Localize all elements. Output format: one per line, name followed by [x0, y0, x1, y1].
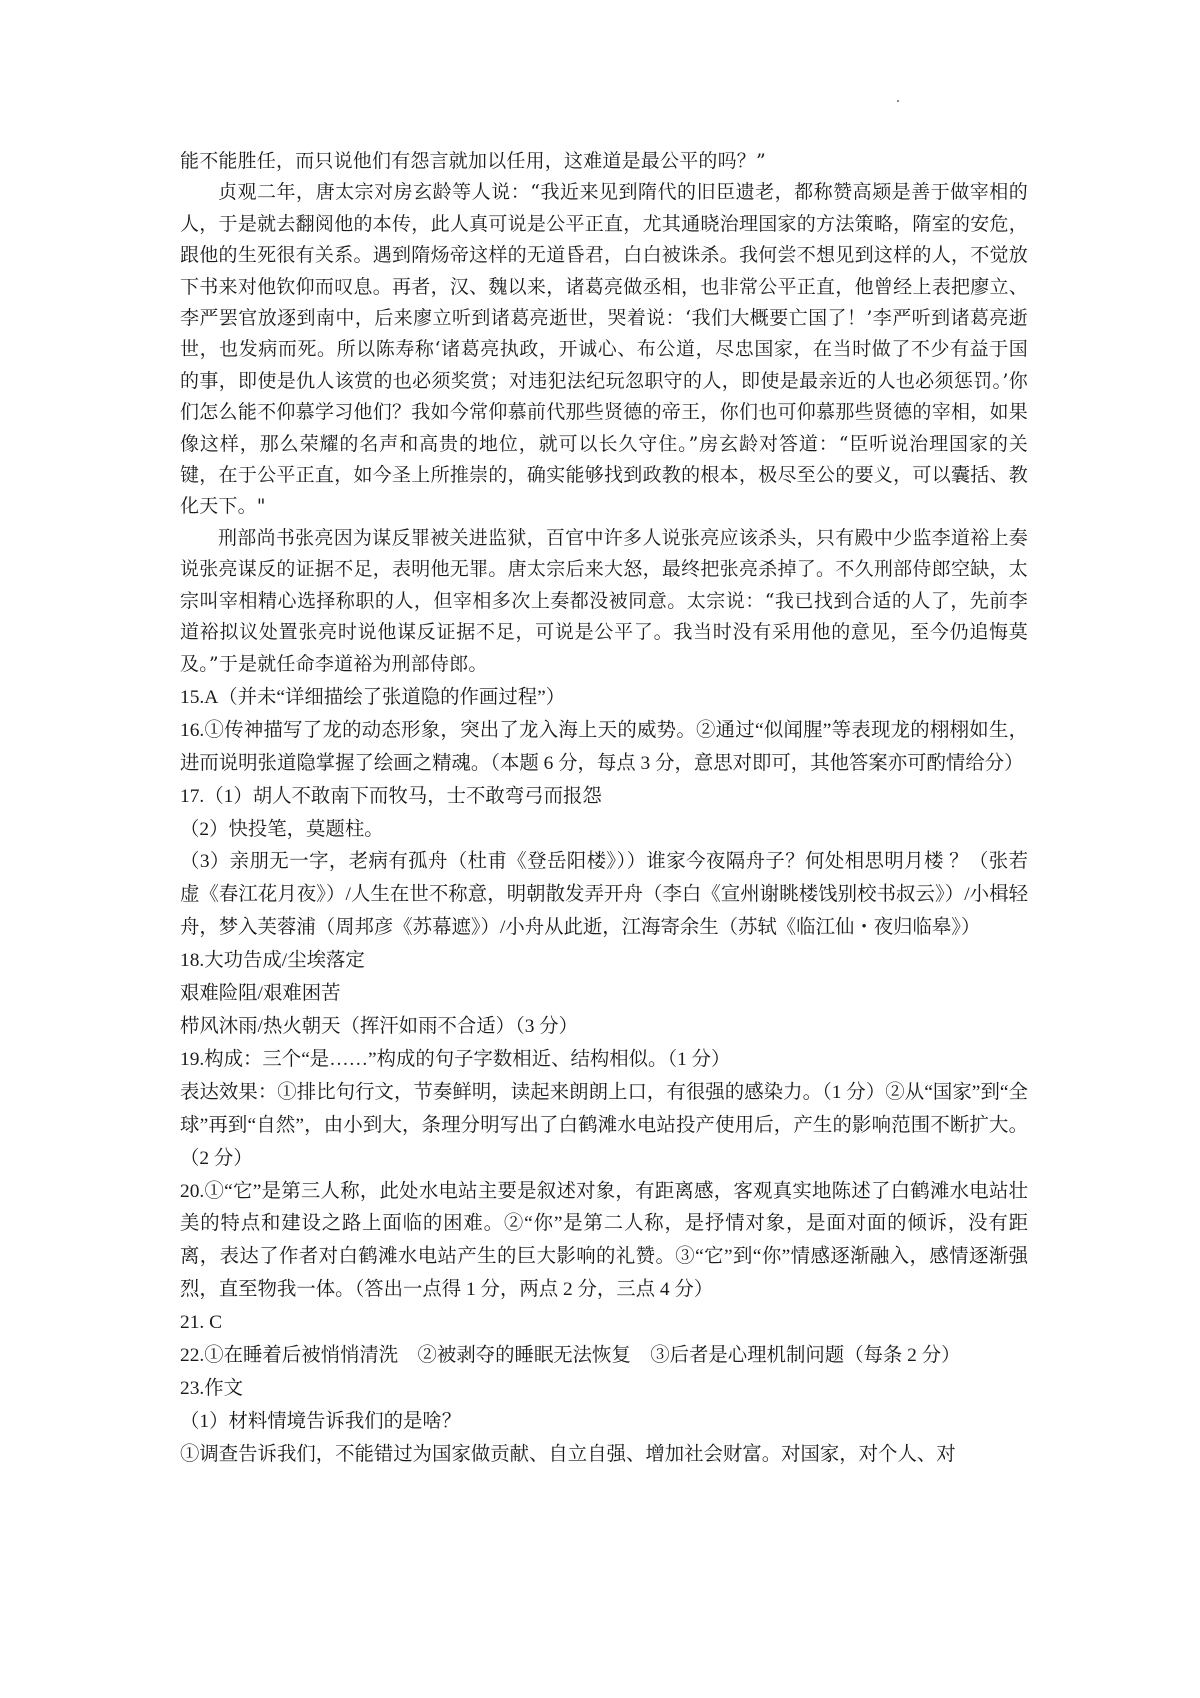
answer-18-1: 18.大功告成/尘埃落定 — [180, 950, 365, 972]
answer-16: 16.①传神描写了龙的动态形象，突出了龙入海上天的威势。②通过“似闻腥”等表现龙的栩栩如生，进而说明张道隐掌握了绘画之精魂。（本题 6 分，每点 3 分，意思对即可，其他答案亦可酌情给分） — [180, 719, 1028, 774]
passage-paragraph-1: 能不能胜任，而只说他们有怨言就加以任用，这难道是最公平的吗？” — [180, 150, 766, 172]
document-page — [180, 146, 1028, 1472]
scan-speck — [897, 100, 899, 102]
answer-19-1: 19.构成：三个“是……”构成的句子字数相近、结构相似。（1 分） — [180, 1048, 731, 1070]
answer-23-1: （1）材料情境告诉我们的是啥？ — [180, 1410, 462, 1432]
answer-23: 23.作文 — [180, 1377, 244, 1399]
answer-17-1: 17.（1）胡人不敢南下而牧马，士不敢弯弓而报怨 — [180, 785, 602, 807]
passage-paragraph-3: 刑部尚书张亮因为谋反罪被关进监狱，百官中许多人说张亮应该杀头，只有殿中少监李道裕上奏说张亮谋反的证据不足，表明他无罪。唐太宗后来大怒，最终把张亮杀掉了。不久刑部侍郎空缺，太宗叫宰相精心选择称职的人，但宰相多次上奏都没被同意。太宗说：“我已找到合适的人了，先前李道裕拟议处置张亮时说他谋反证据不足，可说是公平了。我当时没有采用他的意见，至今仍追悔莫及。”于是就任命李道裕为刑部侍郎。 — [180, 526, 1028, 675]
passage-paragraph-2: 贞观二年，唐太宗对房玄龄等人说：“我近来见到隋代的旧臣遗老，都称赞高颎是善于做宰相的人，于是就去翻阅他的本传，此人真可说是公平正直，尤其通晓治理国家的方法策略，隋室的安危，跟他的生死很有关系。遇到隋炀帝这样的无道昏君，白白被诛杀。我何尝不想见到这样的人，不觉放下书来对他钦仰而叹息。再者，汉、魏以来，诸葛亮做丞相，也非常公平正直，他曾经上表把廖立、李严罢官放逐到南中，后来廖立听到诸葛亮逝世，哭着说：‘我们大概要亡国了！’李严听到诸葛亮逝世，也发病而死。所以陈寿称‘诸葛亮执政，开诚心、布公道，尽忠国家，在当时做了不少有益于国的事，即使是仇人该赏的也必须奖赏；对违犯法纪玩忽职守的人，即使是最亲近的人也必须惩罚。’你们怎么能不仰慕学习他们？我如今常仰慕前代那些贤德的帝王，你们也可仰慕那些贤德的宰相，如果像这样，那么荣耀的名声和高贵的地位，就可以长久守住。”房玄龄对答道：“臣听说治理国家的关键，在于公平正直，如今圣上所推崇的，确实能够找到政教的根本，极尽至公的要义，可以囊括、教化天下。" — [180, 181, 1028, 518]
answer-18-3: 栉风沐雨/热火朝天（挥汗如雨不合适）（3 分） — [180, 1015, 579, 1037]
answer-18-2: 艰难险阻/艰难困苦 — [180, 983, 341, 1005]
answer-23-2: ①调查告诉我们，不能错过为国家做贡献、自立自强、增加社会财富。对国家，对个人、对 — [180, 1443, 956, 1465]
answer-20: 20.①“它”是第三人称，此处水电站主要是叙述对象，有距离感，客观真实地陈述了白鹤滩水电站壮美的特点和建设之路上面临的困难。②“你”是第二人称，是抒情对象，是面对面的倾诉，没有距离，表达了作者对白鹤滩水电站产生的巨大影响的礼赞。③“它”到“你”情感逐渐融入，感情逐渐强烈，直至物我一体。（答出一点得 1 分，两点 2 分，三点 4 分） — [180, 1180, 1028, 1301]
answer-21: 21. C — [180, 1312, 223, 1334]
translation-passage — [180, 146, 1028, 680]
answer-key — [180, 682, 1028, 1472]
answer-15: 15.A（并未“详细描绘了张道隐的作画过程”） — [180, 686, 566, 708]
answer-22: 22.①在睡着后被悄悄清洗 ②被剥夺的睡眠无法恢复 ③后者是心理机制问题（每条 2 分） — [180, 1345, 961, 1367]
answer-17-3: （3）亲朋无一字，老病有孤舟（杜甫《登岳阳楼》））谁家今夜隔舟子？何处相思明月楼 ？（张若虚《春江花月夜》）/人生在世不称意，明朝散发弄开舟（李白《宣州谢眺楼饯别校书叔云》）/小楫轻舟，梦入芙蓉浦（周邦彦《苏幕遮》）/小舟从此逝，江海寄余生（苏轼《临江仙・夜归临皋》） — [180, 851, 1028, 939]
answer-19-2: 表达效果：①排比句行文，节奏鲜明，读起来朗朗上口，有很强的感染力。（1 分）②从“国家”到“全球”再到“自然”，由小到大，条理分明写出了白鹤滩水电站投产使用后，产生的影响范围不断扩大。（2 分） — [180, 1081, 1028, 1169]
answer-17-2: （2）快投笔，莫题柱。 — [180, 818, 384, 840]
